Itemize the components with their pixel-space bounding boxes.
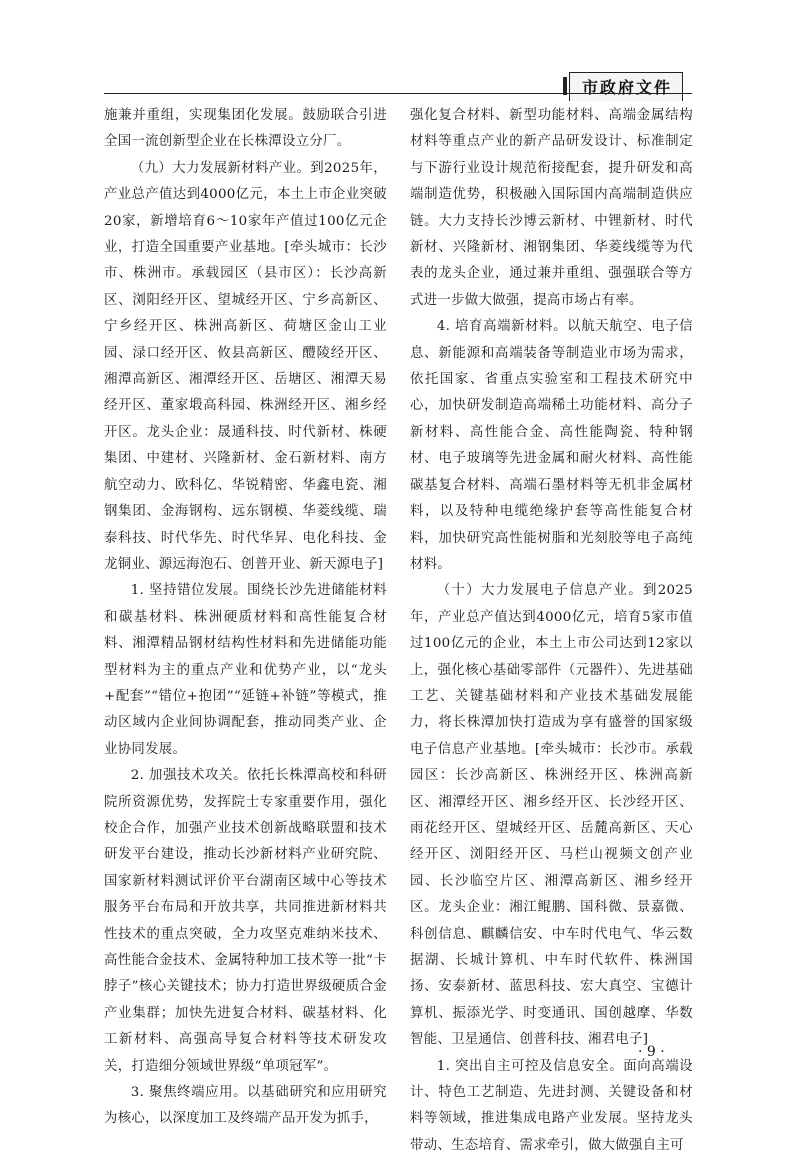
paragraph: 1. 坚持错位发展。围绕长沙先进储能材料和碳基材料、株洲硬质材料和高性能复合材料、湘潭精品钢材结构性材料和先进储能功能型材料为主的重点产业和优势产业，以“龙头+配套”“错位+抱团”“延链+补链”等模式，推动区域内企业间协调配套，推动同类产业、企业协同发展。	[104, 583, 387, 757]
paragraph: （九）大力发展新材料产业。到2025年，产业总产值达到4000亿元，本土上市企业突破20家，新增培育6～10家年产值过100亿元企业，打造全国重要产业基地。[牵头城市：长沙市、株洲市。承载园区（县市区）：长沙高新区、浏阳经开区、望城经开区、宁乡高新区、宁乡经开区、株洲高新区、荷塘区金山工业园、渌口经开区、攸县高新区、醴陵经开区、湘潭高新区、湘潭经开区、岳塘区、湘潭天易经开区、董家塅高科园、株洲经开区、湘乡经开区。龙头企业：晟通科技、时代新材、株硬集团、中建材、兴隆新材、金石新材料、南方航空动力、欧科亿、华锐精密、华鑫电瓷、湘钢集团、金海钢构、远东钢模、华菱线缆、瑞泰科技、时代华先、时代华昇、电化科技、金龙铜业、源远海泡石、创普开业、新天源电子]	[104, 160, 387, 572]
right-column	[410, 103, 693, 1159]
paragraph: 3. 聚焦终端应用。以基础研究和应用研究为核心，以深度加工及终端产品开发为抓手，	[104, 1085, 387, 1127]
section-title: 市政府文件	[569, 72, 683, 101]
paragraph: 2. 加强技术攻关。依托长株潭高校和科研院所资源优势，发挥院士专家重要作用，强化校企合作，加强产业技术创新战略联盟和技术研发平台建设，推动长沙新材料产业研究院、国家新材料测试评价平台湖南区域中心等技术服务平台布局和开放共享，共同推进新材料共性技术的重点突破，全力攻坚克难纳米技术、高性能合金技术、金属特种加工技术等一批“卡脖子”核心关键技术；协力打造世界级硬质合金产业集群；加快先进复合材料、碳基材料、化工新材料、高强高导复合材料等技术研发攻关，打造细分领域世界级“单项冠军”。	[104, 768, 387, 1074]
paragraph: （十）大力发展电子信息产业。到2025年，产业总产值达到4000亿元，培育5家市值过100亿元的企业，本土上市公司达到12家以上，强化核心基础零部件（元器件）、先进基础工艺、关键基础材料和产业技术基础发展能力，将长株潭加快打造成为享有盛誉的国家级电子信息产业基地。[牵头城市：长沙市。承载园区：长沙高新区、株洲经开区、株洲高新区、湘潭经开区、湘乡经开区、长沙经开区、雨花经开区、望城经开区、岳麓高新区、天心经开区、浏阳经开区、马栏山视频文创产业园、长沙临空片区、湘潭高新区、湘乡经开区。龙头企业：湘江鲲鹏、国科微、景嘉微、科创信息、麒麟信安、中车时代电气、华云数据湖、长城计算机、中车时代软件、株洲国扬、安泰新材、蓝思科技、宏大真空、宝德计算机、振添光学、时变通讯、国创越摩、华数智能、卫星通信、创普科技、湘君电子]	[410, 583, 693, 1048]
paragraph: 强化复合材料、新型功能材料、高端金属结构材料等重点产业的新产品研发设计、标准制定与下游行业设计规范衔接配套，提升研发和高端制造优势，积极融入国际国内高端制造供应链。大力支持长沙博云新材、中锂新材、时代新材、兴隆新材、湘钢集团、华菱线缆等为代表的龙头企业，通过兼并重组、强强联合等方式进一步做大做强，提高市场占有率。	[410, 108, 693, 308]
paragraph: 施兼并重组，实现集团化发展。鼓励联合引进全国一流创新型企业在长株潭设立分厂。	[104, 108, 387, 150]
header-rule	[104, 93, 692, 94]
page-number: · 9 ·	[638, 1044, 665, 1060]
left-column	[104, 103, 387, 1133]
paragraph: 4. 培育高端新材料。以航天航空、电子信息、新能源和高端装备等制造业市场为需求，依托国家、省重点实验室和工程技术研究中心，加快研发制造高端稀土功能材料、高分子新材料、高性能合金、高性能陶瓷、特种钢材、电子玻璃等先进金属和耐火材料、高性能碳基复合材料、高端石墨材料等无机非金属材料，以及特种电缆绝缘护套等高性能复合材料，加快研究高性能树脂和光刻胶等电子高纯材料。	[410, 319, 693, 572]
paragraph: 1. 突出自主可控及信息安全。面向高端设计、特色工艺制造、先进封测、关键设备和材料等领域，推进集成电路产业发展。坚持龙头带动、生态培育、需求牵引，做大做强自主可	[410, 1058, 693, 1153]
